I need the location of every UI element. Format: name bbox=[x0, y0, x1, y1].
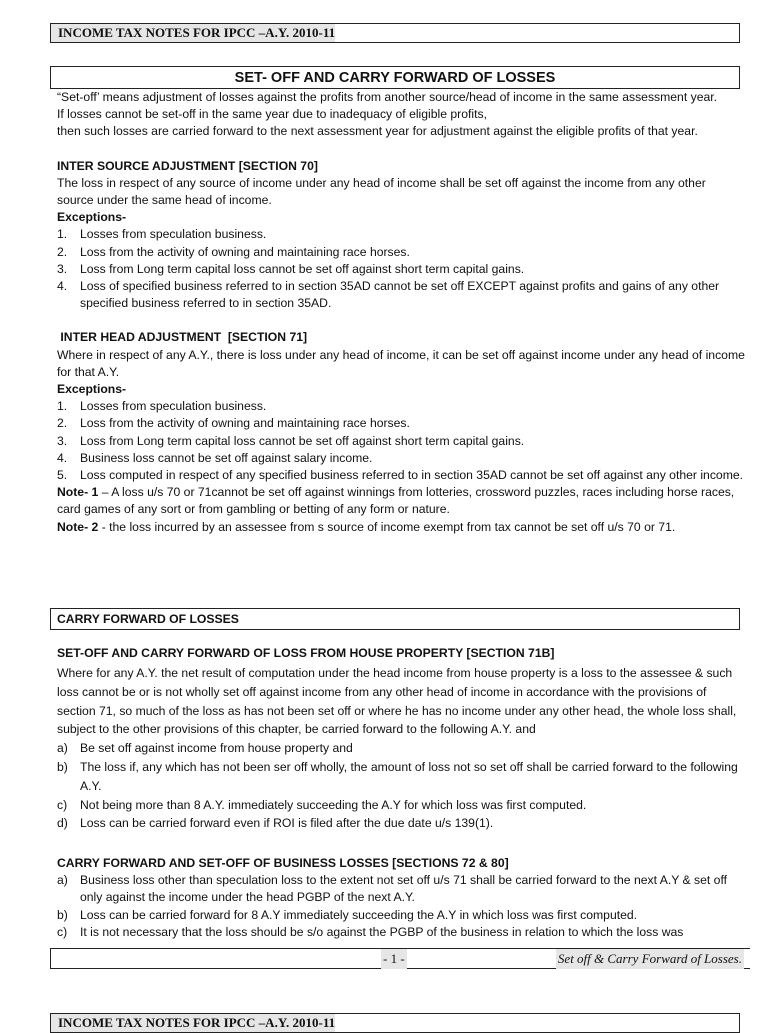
section-71-exceptions-list bbox=[57, 398, 745, 484]
header-title: INCOME TAX NOTES FOR IPCC –A.Y. 2010-11 bbox=[51, 24, 335, 42]
intro-paragraph-1: “Set-off’ means adjustment of losses against the profits from another source/head of income in the same assessment year. bbox=[57, 90, 718, 104]
note-2-label: Note- 2 bbox=[57, 519, 99, 534]
section-71b-list bbox=[57, 739, 745, 833]
list-item: d) Loss can be carried forward even if ROI is filed after the due date u/s 139(1). bbox=[57, 816, 494, 831]
page-number: - 1 - bbox=[381, 949, 407, 969]
intro-paragraph-3: then such losses are carried forward to the next assessment year for adjustment against the eligible profits of that year. bbox=[57, 124, 698, 139]
section-70-exceptions-label: Exceptions- bbox=[57, 210, 127, 225]
note-1-label: Note- 1 bbox=[57, 485, 99, 500]
list-item: b) The loss if, any which has not been ser off wholly, the amount of loss not so set off shall be carried forward to the following A.Y. bbox=[57, 759, 738, 793]
list-item: 3. Loss from Long term capital loss cannot be set off against short term capital gains. bbox=[57, 261, 525, 276]
section-70-exceptions-list bbox=[57, 226, 745, 312]
main-content bbox=[57, 89, 745, 536]
list-item: a) Be set off against income from house property and bbox=[57, 741, 353, 756]
section-72-list bbox=[57, 872, 745, 941]
list-item: a) Business loss other than speculation loss to the extent not set off u/s 71 shall be carried forward to the next A.Y & set off only against the income under the head PGBP of the next A.Y. bbox=[57, 873, 727, 905]
section-71b bbox=[57, 645, 745, 833]
next-page-header bbox=[50, 1013, 740, 1033]
list-item: c) It is not necessary that the loss should be s/o against the PGBP of the business in relation to which the loss was bbox=[57, 924, 684, 939]
list-item: c) Not being more than 8 A.Y. immediately succeeding the A.Y for which loss was first computed. bbox=[57, 797, 587, 812]
list-item: 1. Losses from speculation business. bbox=[57, 399, 267, 414]
list-item: 1. Losses from speculation business. bbox=[57, 227, 267, 242]
section-72 bbox=[57, 855, 745, 941]
list-item: 2. Loss from the activity of owning and maintaining race horses. bbox=[57, 244, 410, 259]
footer-title: Set off & Carry Forward of Losses. bbox=[556, 949, 744, 969]
section-72-heading: CARRY FORWARD AND SET-OFF OF BUSINESS LOSSES [SECTIONS 72 & 80] bbox=[57, 856, 509, 870]
note-2 bbox=[57, 519, 745, 536]
list-item: 4. Loss of specified business referred to in section 35AD cannot be set off EXCEPT against profits and gains of any other specified business referred to in section 35AD. bbox=[57, 279, 720, 311]
list-item: b) Loss can be carried forward for 8 A.Y immediately succeeding the A.Y in which loss was first computed. bbox=[57, 907, 638, 922]
section-71b-text: Where for any A.Y. the net result of computation under the head income from house property is a loss to the assessee & such loss cannot be or is not wholly set off against income from any other head of income in accordance with the provisions of section 71, so much of the loss as has not been set off or where he has no income under any other head, the whole loss shall, subject to the other provisions of this chapter, be carried forward to the following A.Y. and bbox=[57, 666, 737, 737]
note-1 bbox=[57, 484, 745, 518]
note-2-text: - the loss incurred by an assessee from s source of income exempt from tax cannot be set off u/s 70 or 71. bbox=[98, 519, 676, 534]
section-70-heading: INTER SOURCE ADJUSTMENT [SECTION 70] bbox=[57, 158, 318, 173]
section-71-heading: INTER HEAD ADJUSTMENT [SECTION 71] bbox=[57, 330, 308, 345]
section-71-text: Where in respect of any A.Y., there is loss under any head of income, it can be set off against income under any head of income for that A.Y. bbox=[57, 347, 745, 379]
list-item: 5. Loss computed in respect of any specified business referred to in section 35AD cannot be set off against any other income. bbox=[57, 468, 744, 483]
page-header bbox=[50, 23, 740, 43]
next-header-title: INCOME TAX NOTES FOR IPCC –A.Y. 2010-11 bbox=[51, 1014, 335, 1032]
section-71b-heading: SET-OFF AND CARRY FORWARD OF LOSS FROM HOUSE PROPERTY [SECTION 71B] bbox=[57, 646, 555, 660]
section-71-exceptions-label: Exceptions- bbox=[57, 382, 127, 397]
list-item: 2. Loss from the activity of owning and maintaining race horses. bbox=[57, 416, 410, 431]
main-title: SET- OFF AND CARRY FORWARD OF LOSSES bbox=[50, 66, 740, 89]
carry-forward-heading-box: CARRY FORWARD OF LOSSES bbox=[50, 608, 740, 630]
section-70-text: The loss in respect of any source of income under any head of income shall be set off against the income from any other source under the same head of income. bbox=[57, 175, 706, 208]
note-1-text: – A loss u/s 70 or 71cannot be set off against winnings from lotteries, crossword puzzles, races including horse races, card games of any sort or from gambling or betting of any form or nature. bbox=[57, 485, 735, 517]
list-item: 3. Loss from Long term capital loss cannot be set off against short term capital gains. bbox=[57, 433, 525, 448]
intro-paragraph-2: If losses cannot be set-off in the same year due to inadequacy of eligible profits, bbox=[57, 107, 487, 122]
list-item: 4. Business loss cannot be set off against salary income. bbox=[57, 450, 373, 465]
page-footer bbox=[50, 948, 750, 969]
